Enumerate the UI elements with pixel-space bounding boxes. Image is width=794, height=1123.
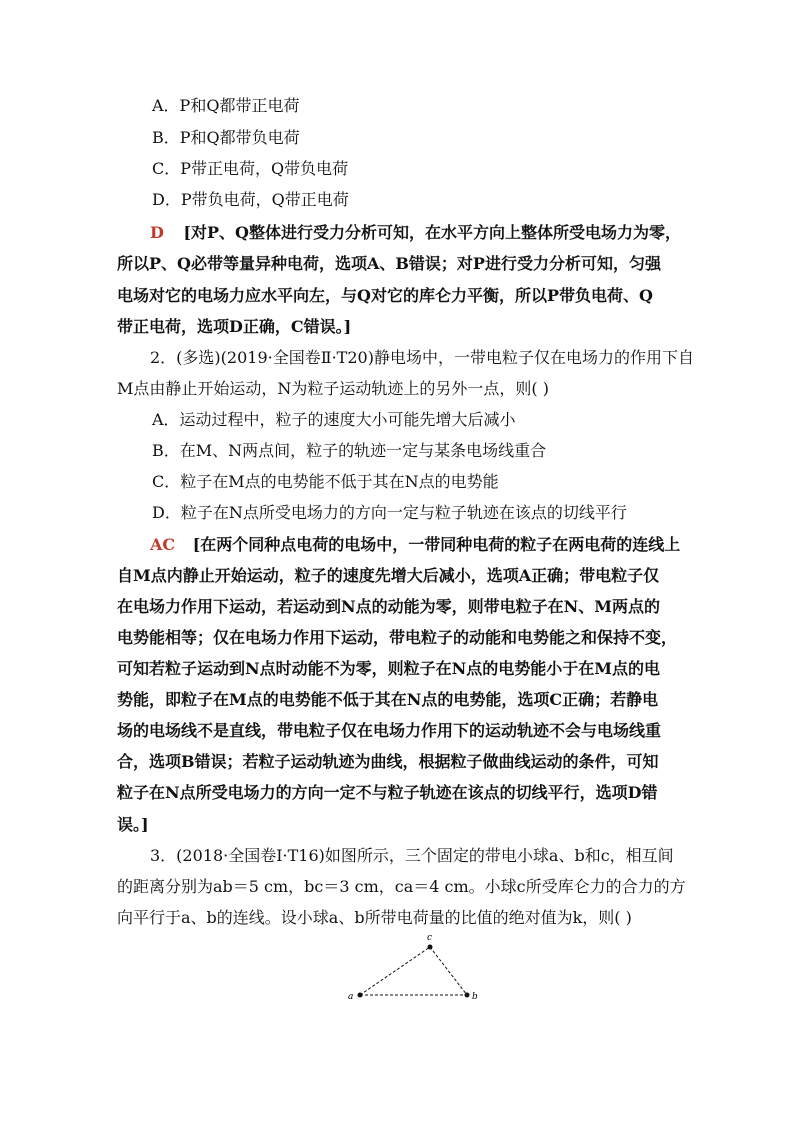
point-c [428, 945, 433, 950]
q1-explanation-line-2: 所以P、Q必带等量异种电荷，选项A、B错误；对P进行受力分析可知，匀强 [117, 254, 661, 273]
q2-explanation-line-5: 可知若粒子运动到N点时动能不为零，则粒子在N点的电势能小于在M点的电 [117, 659, 660, 678]
q2-option-b: B．在M、N两点间，粒子的轨迹一定与某条电场线重合 [152, 441, 547, 460]
q3-stem-line-1: 3．(2018·全国卷Ⅰ·T16)如图所示，三个固定的带电小球a、b和c，相互间 [150, 846, 674, 865]
q2-explanation-line-9: 粒子在N点所受电场力的方向一定不与粒子轨迹在该点的切线平行，选项D错 [117, 783, 658, 802]
q1-explanation-line-4: 带正电荷，选项D正确，C错误。] [117, 317, 352, 336]
edge-bc [430, 947, 467, 995]
q2-option-a: A．运动过程中，粒子的速度大小可能先增大后减小 [152, 410, 516, 429]
q2-option-d: D．粒子在N点所受电场力的方向一定与粒子轨迹在该点的切线平行 [152, 503, 627, 522]
q2-explanation-line-6: 势能，即粒子在M点的电势能不低于其在N点的电势能，选项C正确；若静电 [117, 690, 659, 709]
q2-explanation-line-4: 电势能相等；仅在电场力作用下运动，带电粒子的动能和电势能之和保持不变， [117, 628, 678, 647]
q2-explanation-line-10: 误。] [117, 815, 149, 834]
label-c: c [427, 933, 433, 943]
point-a [358, 993, 363, 998]
q1-answer-letter: D [150, 223, 164, 242]
q2-option-c: C．粒子在M点的电势能不低于其在N点的电势能 [152, 472, 499, 491]
q1-option-b: B．P和Q都带负电荷 [152, 128, 300, 147]
q2-explanation-line-1: [在两个同种点电荷的电场中，一带同种电荷的粒子在两电荷的连线上 [192, 535, 681, 554]
point-b [465, 993, 470, 998]
q2-answer-line [150, 535, 680, 555]
q1-explanation-line-3: 电场对它的电场力应水平向左，与Q对它的库仑力平衡，所以P带负电荷、Q [117, 286, 653, 305]
label-b: b [472, 992, 478, 1002]
q2-answer-letter: AC [150, 535, 176, 554]
q2-stem-line-1: 2．(多选)(2019·全国卷Ⅱ·T20)静电场中，一带电粒子仅在电场力的作用下自 [150, 348, 694, 367]
q2-explanation-line-2: 自M点内静止开始运动，粒子的速度先增大后减小，选项A正确；带电粒子仅 [117, 566, 660, 585]
q1-option-a: A．P和Q都带正电荷 [152, 96, 300, 115]
q3-stem-line-3: 向平行于a、b的连线。设小球a、b所带电荷量的比值的绝对值为k，则( ) [117, 908, 632, 927]
label-a: a [348, 992, 354, 1002]
q2-explanation-line-7: 场的电场线不是直线，带电粒子仅在电场力作用下的运动轨迹不会与电场线重 [117, 721, 662, 740]
edge-ac [360, 947, 430, 995]
q3-stem-line-2: 的距离分别为ab＝5 cm，bc＝3 cm，ca＝4 cm。小球c所受库仑力的合力的方 [117, 877, 686, 896]
triangle-diagram [340, 930, 490, 1010]
q2-stem-line-2: M点由静止开始运动，N为粒子运动轨迹上的另外一点，则( ) [117, 379, 549, 398]
q2-explanation-line-8: 合，选项B错误；若粒子运动轨迹为曲线，根据粒子做曲线运动的条件，可知 [117, 752, 659, 771]
q1-option-c: C．P带正电荷，Q带负电荷 [152, 159, 349, 178]
q1-option-d: D．P带负电荷，Q带正电荷 [152, 190, 349, 209]
q1-answer-line [150, 223, 681, 243]
q2-explanation-line-3: 在电场力作用下运动，若运动到N点的动能为零，则带电粒子在N、M两点的 [117, 597, 660, 616]
q1-explanation-line-1: [对P、Q整体进行受力分析可知，在水平方向上整体所受电场力为零， [183, 223, 681, 242]
